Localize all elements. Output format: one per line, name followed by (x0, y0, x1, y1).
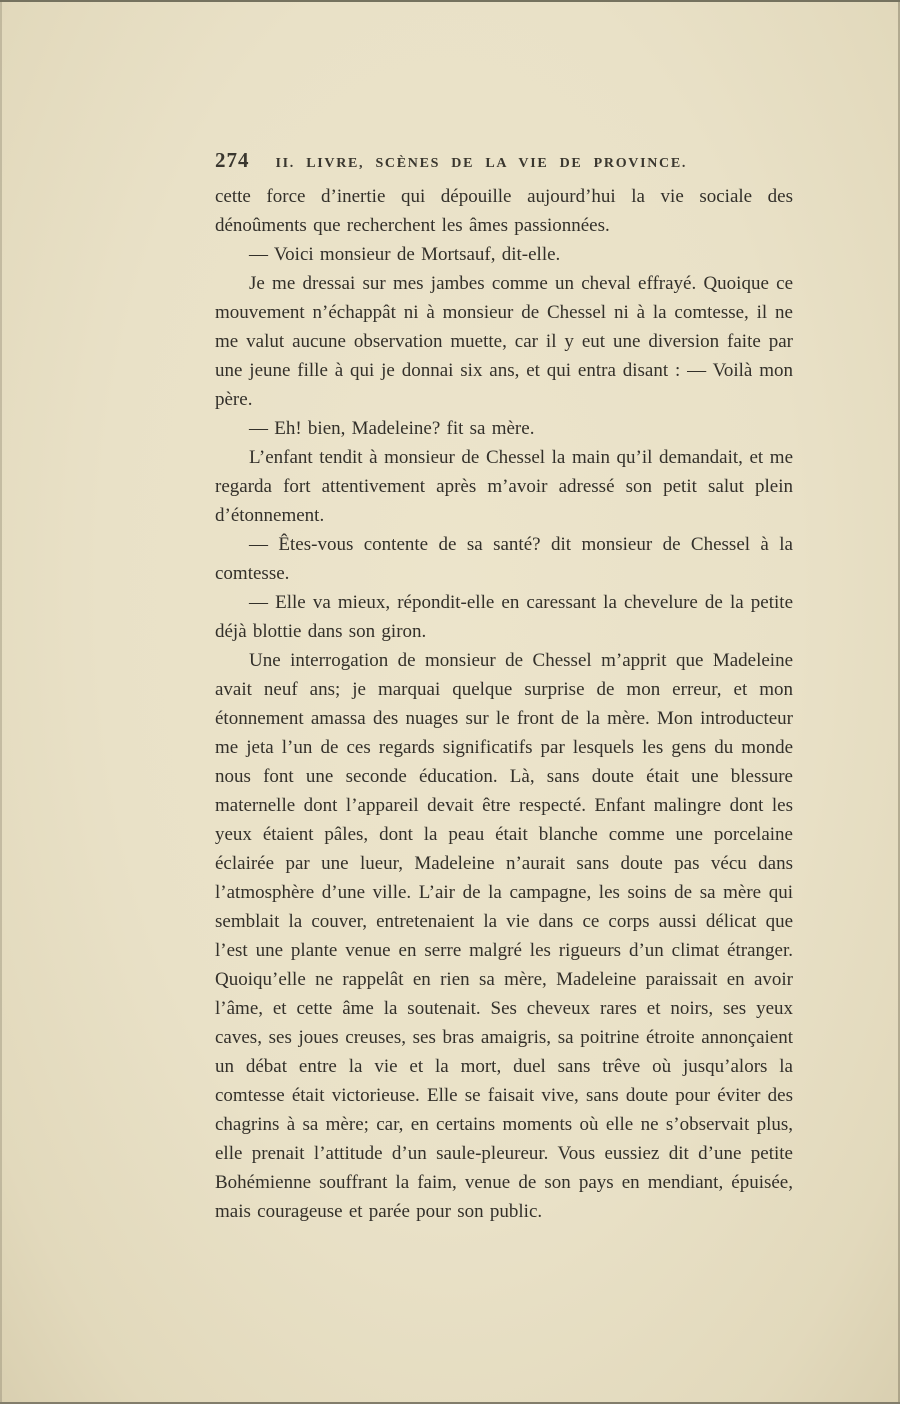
paragraph: cette force d’inertie qui dépouille aujourd’hui la vie sociale des dénoûments que recherchent les âmes passionnées. (215, 186, 793, 236)
page-header (215, 148, 793, 173)
paragraph: — Êtes-vous contente de sa santé? dit monsieur de Chessel à la comtesse. (215, 534, 793, 584)
running-title: II. LIVRE, SCÈNES DE LA VIE DE PROVINCE. (275, 156, 688, 171)
paragraph: — Voici monsieur de Mortsauf, dit-elle. (249, 244, 561, 265)
paragraph: — Eh! bien, Madeleine? fit sa mère. (249, 418, 535, 439)
text-block (215, 182, 793, 1226)
page-number: 274 (215, 148, 250, 172)
paragraph: L’enfant tendit à monsieur de Chessel la main qu’il demandait, et me regarda fort attentivement après m’avoir adressé son petit salut plein d’étonnement. (215, 447, 793, 526)
paragraph: Une interrogation de monsieur de Chessel m’apprit que Madeleine avait neuf ans; je marquai quelque surprise de mon erreur, et mon étonnement amassa des nuages sur le front de la mère. Mon introducteur me jeta l’un de ces regards significatifs par lesquels les gens du monde nous font une seconde éducation. Là, sans doute était une blessure maternelle dont l’appareil devait être respecté. Enfant malingre dont les yeux étaient pâles, dont la peau était blanche comme une porcelaine éclairée par une lueur, Madeleine n’aurait sans doute pas vécu dans l’atmosphère d’une ville. L’air de la campagne, les soins de sa mère qui semblait la couver, entretenaient la vie dans ce corps aussi délicat que l’est une plante venue en serre malgré les rigueurs d’un climat étranger. Quoiqu’elle ne rappelât en rien sa mère, Madeleine paraissait en avoir l’âme, et cette âme la soutenait. Ses cheveux rares et noirs, ses yeux caves, ses joues creuses, ses bras amaigris, sa poitrine étroite annonçaient un débat entre la vie et la mort, duel sans trêve où jusqu’alors la comtesse était victorieuse. Elle se faisait vive, sans doute pour éviter des chagrins à sa mère; car, en certains moments où elle ne s’observait plus, elle prenait l’attitude d’un saule-pleureur. Vous eussiez dit d’une petite Bohémienne souffrant la faim, venue de son pays en mendiant, épuisée, mais courageuse et parée pour son public. (215, 650, 793, 1222)
paragraph: Je me dressai sur mes jambes comme un cheval effrayé. Quoique ce mouvement n’échappât ni à monsieur de Chessel ni à la comtesse, il ne me valut aucune observation muette, car il y eut une diversion faite par une jeune fille à qui je donnai six ans, et qui entra disant : — Voilà mon père. (215, 273, 793, 410)
paragraph: — Elle va mieux, répondit-elle en caressant la chevelure de la petite déjà blottie dans son giron. (215, 592, 793, 642)
